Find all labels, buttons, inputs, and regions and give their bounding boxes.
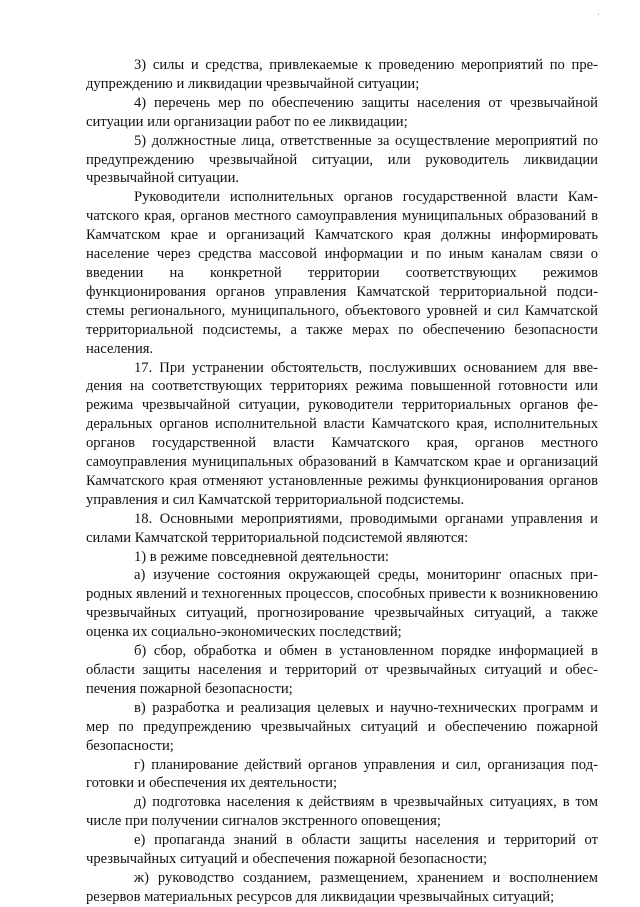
paragraph-item-3: 3) силы и средства, привлекаемые к проведению мероприятий по предупреждению и ликвидации чрезвычайной ситуации; (86, 57, 598, 92)
paragraph-item-4: 4) перечень мер по обеспечению защиты населения от чрезвычайной ситуации или организации работ по ее ликвидации; (86, 94, 598, 130)
paragraph-18-1-zh: ж) руководство созданием, размещением, хранением и восполнением резервов материальных ресурсов для ликвидации чрезвычайных ситуаций; (86, 869, 598, 905)
paragraph-18-1-a: а) изучение состояния окружающей среды, мониторинг опасных природных явлений и техногенных процессов, способных привести к возникновению чрезвычайных ситуаций, прогнозирование чрезвычайных ситуаций, а также оценка их социально-экономических последствий; (86, 567, 598, 641)
paragraph-item-5: 5) должностные лица, ответственные за осуществление мероприятий по предупреждению чрезвычайной ситуации, или руководитель ликвидации чрезвычайной ситуации. (86, 132, 598, 187)
paragraph-18-1-e: е) пропаганда знаний в области защиты населения и территорий от чрезвычайных ситуаций и обеспечения пожарной безопасности; (86, 832, 598, 868)
paragraph-18: 18. Основными мероприятиями, проводимыми органами управления и силами Камчатской территориальной подсистемой являются: (86, 510, 598, 546)
paragraph-18-1-v: в) разработка и реализация целевых и научно-технических программ и мер по предупреждению чрезвычайных ситуаций и обеспечению пожарной безопасности; (86, 699, 598, 754)
paragraph-18-1-g: г) планирование действий органов управления и сил, организация подготовки и обеспечения их деятельности; (86, 756, 598, 792)
paragraph-17: 17. При устранении обстоятельств, послуживших основанием для введения на соответствующих территориях режима повышенной готовности или режима чрезвычайной ситуации, руководители территориальных органов федеральных органов исполнительной власти Камчатского края, исполнительных органов государственной власти Камчатского края, органов местного самоуправления муниципальных образований в Камчатском крае и организаций Камчатского края отменяют установленные режимы функционирования органов управления и сил Камчатской территориальной подсистемы. (86, 359, 598, 508)
paragraph-18-1-b: б) сбор, обработка и обмен в установленном порядке информацией в области защиты населения и территорий от чрезвычайных ситуаций и обеспечения пожарной безопасности; (86, 643, 598, 697)
paragraph-18-1-d: д) подготовка населения к действиям в чрезвычайных ситуациях, в том числе при получении сигналов экстренного оповещения; (86, 794, 598, 830)
paragraph-heads-inform: Руководители исполнительных органов государственной власти Камчатского края, органов местного самоуправления муниципальных образований в Камчатском крае и организаций Камчатского края должны информировать население через средства массовой информации и по иным каналам связи о введении на конкретной территории соответствующих режимов функционирования органов управления Камчатской территориальной подсистемы регионального, муниципального, объектового уровней и сил Камчатской территориальной подсистемы, а также мерах по обеспечению безопасности населения. (86, 189, 598, 357)
document-body (86, 56, 598, 907)
paragraph-18-1: 1) в режиме повседневной деятельности: (134, 548, 389, 565)
corner-mark: ' (598, 12, 600, 21)
